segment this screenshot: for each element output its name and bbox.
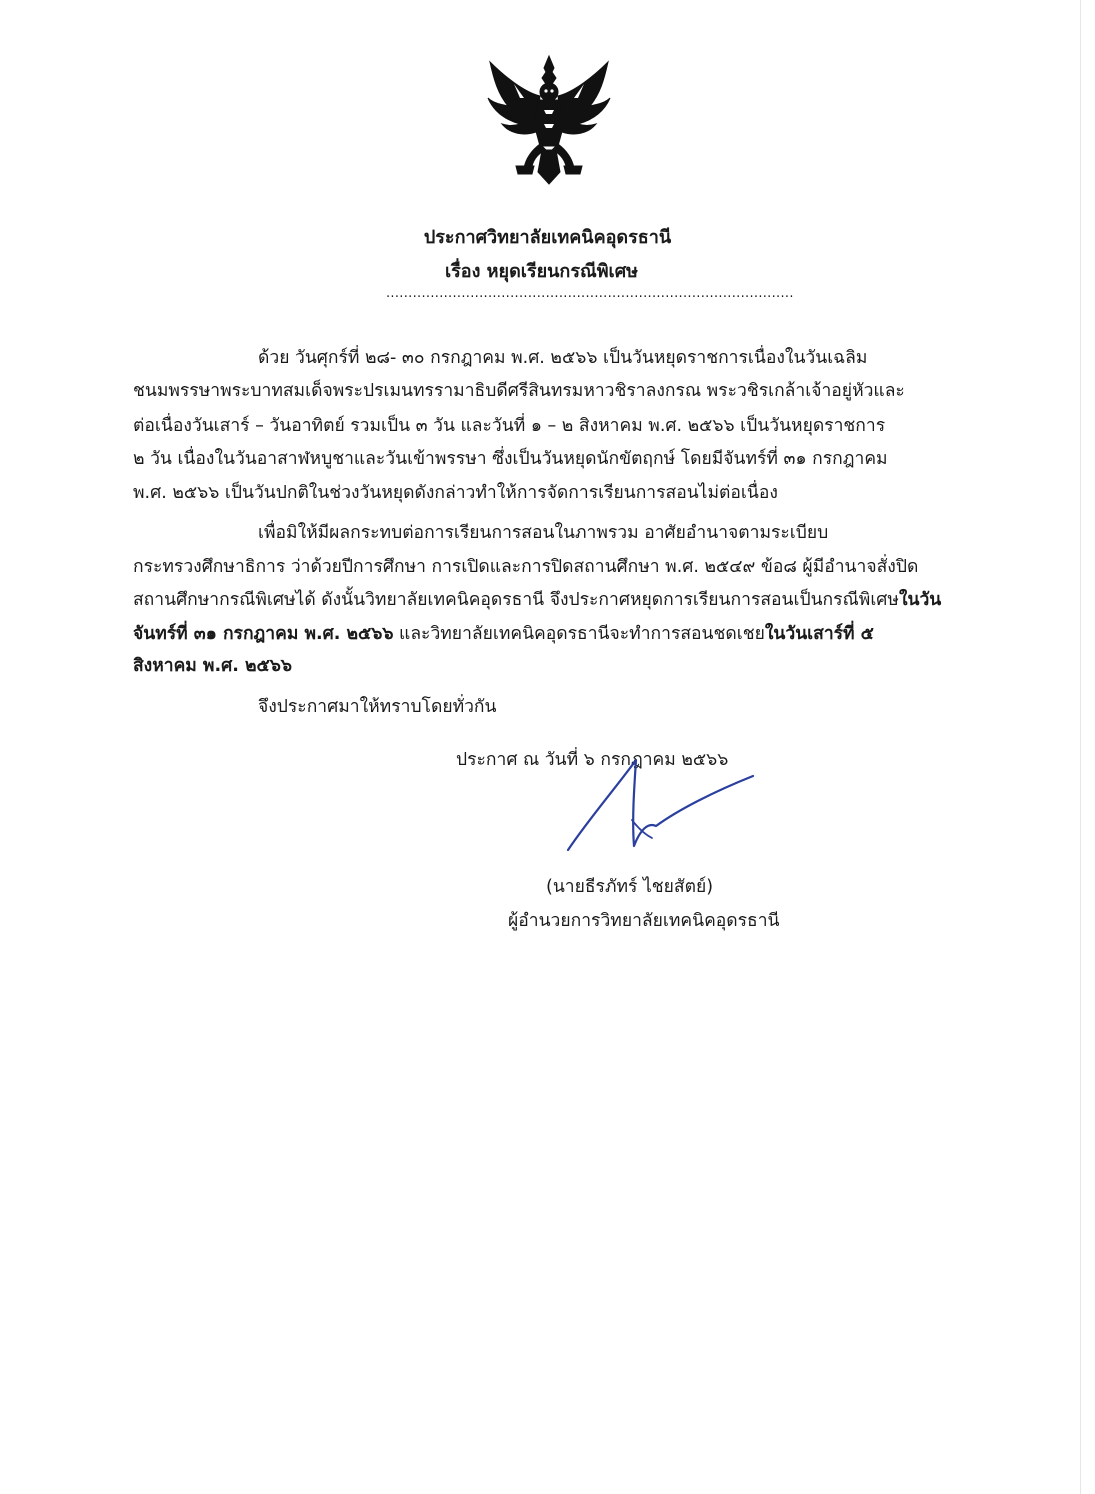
paragraph2-line4-text: และวิทยาลัยเทคนิคอุดรธานีจะทำการสอนชดเชย	[393, 624, 765, 644]
paragraph2-line4	[133, 618, 959, 650]
paragraph2-line5: สิงหาคม พ.ศ. ๒๕๖๖	[133, 656, 292, 676]
paragraph2-line3-bold: ในวัน	[898, 590, 942, 610]
document-subject: เรื่อง หยุดเรียนกรณีพิเศษ	[444, 261, 639, 282]
separator-line: ............................................................................................	[386, 286, 794, 301]
paragraph1-line3: ต่อเนื่องวันเสาร์ – วันอาทิตย์ รวมเป็น ๓ วัน และวันที่ ๑ – ๒ สิงหาคม พ.ศ. ๒๕๖๖ เป็นวันหยุดราชการ	[133, 416, 886, 436]
signature-image	[548, 750, 768, 860]
announce-date: ประกาศ ณ วันที่ ๖ กรกฎาคม ๒๕๖๖	[456, 750, 729, 770]
garuda-emblem-icon	[484, 54, 614, 186]
paragraph1-line2: ชนมพรรษาพระบาทสมเด็จพระปรเมนทรรามาธิบดีศรีสินทรมหาวชิราลงกรณ พระวชิรเกล้าเจ้าอยู่หัวและ	[133, 381, 905, 401]
paragraph2-line2: กระทรวงศึกษาธิการ ว่าด้วยปีการศึกษา การเปิดและการปิดสถานศึกษา พ.ศ. ๒๕๔๙ ข้อ๘ ผู้มีอำนาจสั่งปิด	[133, 557, 919, 577]
paragraph2-line4-bold: จันทร์ที่ ๓๑ กรกฎาคม พ.ศ. ๒๕๖๖	[133, 624, 394, 644]
paragraph2-line1: เพื่อมิให้มีผลกระทบต่อการเรียนการสอนในภาพรวม อาศัยอำนาจตามระเบียบ	[258, 523, 829, 543]
document-title: ประกาศวิทยาลัยเทคนิคอุดรธานี	[423, 227, 672, 248]
paragraph2-line4-bold2: ในวันเสาร์ที่ ๕	[764, 624, 874, 644]
signer-name: (นายธีรภัทร์ ไชยสัตย์)	[546, 877, 714, 897]
signer-position: ผู้อำนวยการวิทยาลัยเทคนิคอุดรธานี	[508, 911, 780, 931]
paragraph2-line3	[133, 584, 959, 616]
closing-text: จึงประกาศมาให้ทราบโดยทั่วกัน	[258, 697, 497, 717]
paragraph2-line3-text: สถานศึกษากรณีพิเศษได้ ดังนั้นวิทยาลัยเทคนิคอุดรธานี จึงประกาศหยุดการเรียนการสอนเป็นกรณีพิเศษ	[133, 590, 899, 610]
paragraph1-line5: พ.ศ. ๒๕๖๖ เป็นวันปกติในช่วงวันหยุดดังกล่าวทำให้การจัดการเรียนการสอนไม่ต่อเนื่อง	[133, 483, 778, 503]
paragraph1-line4: ๒ วัน เนื่องในวันอาสาฬหบูชาและวันเข้าพรรษา ซึ่งเป็นวันหยุดนักขัตฤกษ์ โดยมีจันทร์ที่ ๓๑ กรกฎาคม	[133, 449, 888, 469]
paragraph1-line1: ด้วย วันศุกร์ที่ ๒๘- ๓๐ กรกฎาคม พ.ศ. ๒๕๖๖ เป็นวันหยุดราชการเนื่องในวันเฉลิม	[258, 348, 868, 368]
